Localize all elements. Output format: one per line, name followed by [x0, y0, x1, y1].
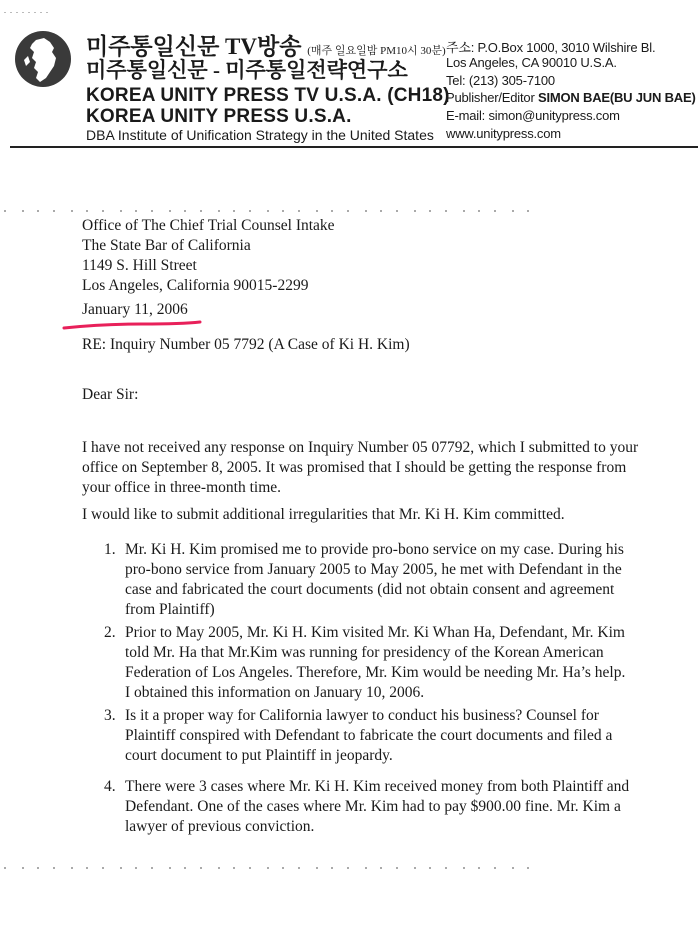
paragraph-line: your office in three-month time. — [82, 479, 282, 496]
item-line: told Mr. Ha that Mr.Kim was running for presidency of the Korean American — [125, 644, 604, 661]
korean-subtitle: 미주통일신문 - 미주통일전략연구소 — [86, 58, 408, 82]
item-line: pro-bono service from January 2005 to May 2005, he met with Defendant in the — [125, 561, 622, 578]
contact-email: E-mail: simon@unitypress.com — [446, 108, 620, 123]
contact-address-1: 주소: P.O.Box 1000, 3010 Wilshire Bl. — [446, 40, 656, 55]
item-number: 3. — [104, 707, 116, 724]
recipient-address — [82, 216, 335, 296]
contact-address-2: Los Angeles, CA 90010 U.S.A. — [446, 55, 617, 70]
korean-title-text: 미주통일신문 TV방송 — [86, 34, 302, 59]
recipient-line: Office of The Chief Trial Counsel Intake — [82, 217, 335, 234]
item-line: There were 3 cases where Mr. Ki H. Kim received money from both Plaintiff and — [125, 778, 630, 795]
item-number: 2. — [104, 624, 116, 641]
contact-website: www.unitypress.com — [446, 126, 561, 141]
korean-schedule: (매주 일요일밤 PM10시 30분) — [307, 45, 446, 57]
item-line: Plaintiff conspired with Defendant to fabricate the court documents and filed a — [125, 727, 613, 744]
contact-publisher — [446, 90, 696, 105]
item-line: lawyer of previous conviction. — [125, 818, 315, 835]
publisher-name: SIMON BAE(BU JUN BAE) — [537, 90, 696, 105]
scan-noise — [0, 2, 700, 6]
paragraph-line: office on September 8, 2005. It was promised that I should be getting the response from — [82, 459, 627, 476]
korea-globe-logo-icon — [14, 30, 72, 88]
recipient-line: Los Angeles, California 90015-2299 — [82, 277, 309, 294]
item-line: case and fabricated the court documents (did not obtain consent and agreement — [125, 581, 615, 598]
item-number: 1. — [104, 541, 116, 558]
item-line: court document to put Plaintiff in jeopardy. — [125, 747, 393, 764]
letterhead-divider — [10, 146, 698, 148]
salutation: Dear Sir: — [82, 386, 139, 403]
item-line: Prior to May 2005, Mr. Ki H. Kim visited Mr. Ki Whan Ha, Defendant, Mr. Kim — [125, 624, 625, 641]
publisher-label: Publisher/Editor — [446, 90, 538, 105]
item-line: I obtained this information on January 10, 2006. — [125, 684, 425, 701]
item-line: Is it a proper way for California lawyer to conduct his business? Counsel for — [125, 707, 599, 724]
date-highlight-underline — [62, 318, 202, 336]
recipient-line: 1149 S. Hill Street — [82, 257, 197, 274]
paragraph-2: I would like to submit additional irregularities that Mr. Ki H. Kim committed. — [82, 506, 565, 523]
paragraph-line: I have not received any response on Inquiry Number 05 07792, which I submitted to your — [82, 439, 639, 456]
item-line: Federation of Los Angeles. Therefore, Mr. Kim would be needing Mr. Ha’s help. — [125, 664, 626, 681]
item-number: 4. — [104, 778, 116, 795]
item-line: Mr. Ki H. Kim promised me to provide pro-bono service on my case. During his — [125, 541, 624, 558]
paragraph-1 — [82, 438, 638, 498]
recipient-line: The State Bar of California — [82, 237, 251, 254]
item-line: Defendant. One of the cases where Mr. Kim had to pay $900.00 fine. Mr. Kim a — [125, 798, 621, 815]
english-title-tv: KOREA UNITY PRESS TV U.S.A. (CH18) — [86, 85, 450, 106]
letter-date: January 11, 2006 — [82, 301, 188, 318]
scan-noise-bottom — [0, 857, 700, 861]
re-line: RE: Inquiry Number 05 7792 (A Case of Ki H. Kim) — [82, 336, 410, 353]
scan-noise-top — [0, 200, 700, 204]
contact-tel: Tel: (213) 305-7100 — [446, 73, 555, 88]
english-title-press: KOREA UNITY PRESS U.S.A. — [86, 106, 352, 127]
dba-line: DBA Institute of Unification Strategy in the United States — [86, 127, 434, 143]
item-line: from Plaintiff) — [125, 601, 215, 618]
